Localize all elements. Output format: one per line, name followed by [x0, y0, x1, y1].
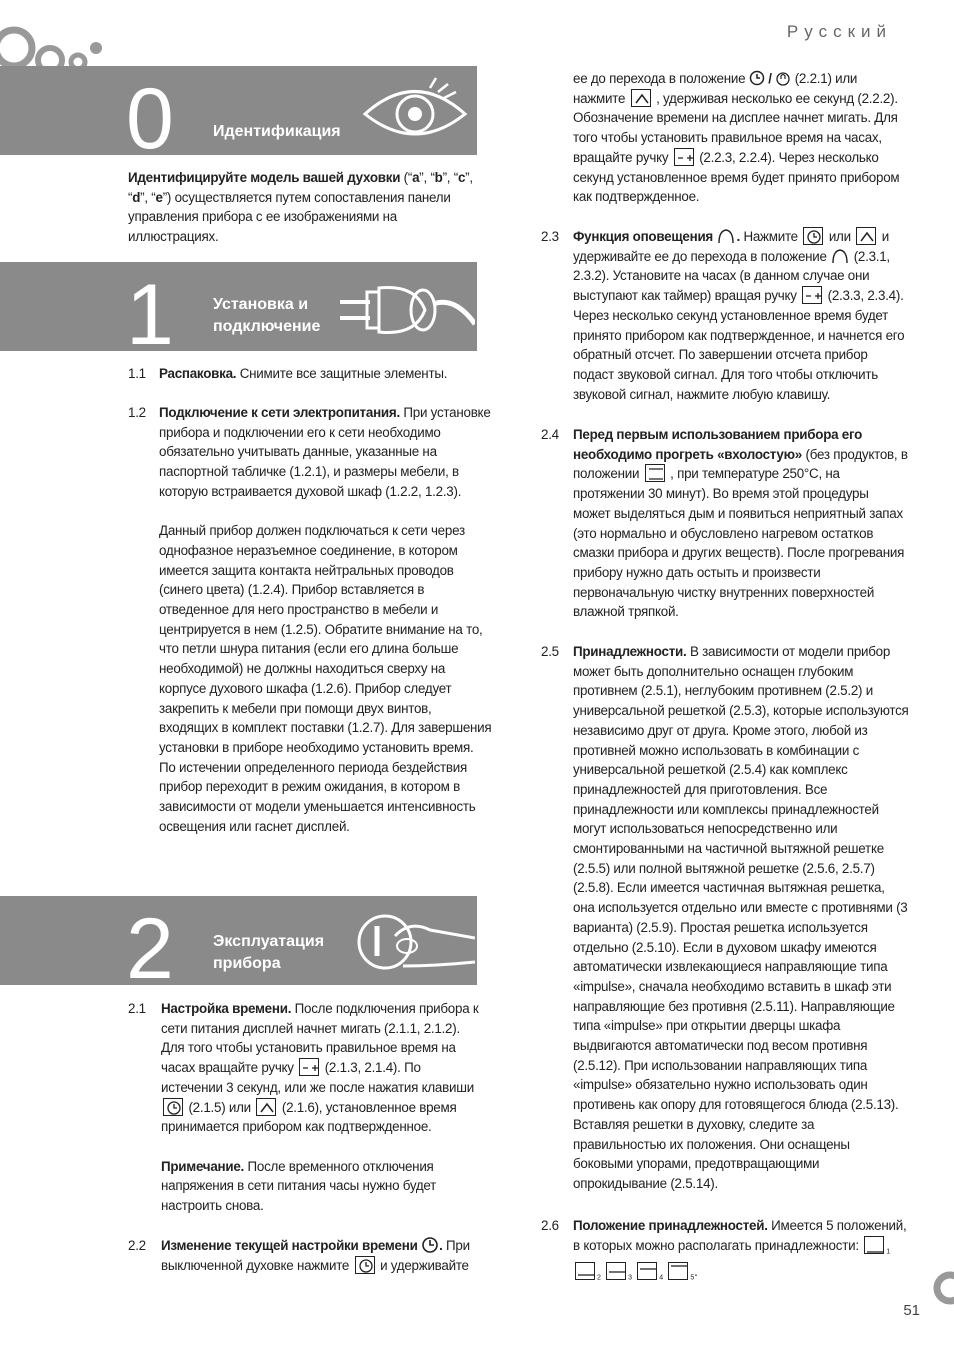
plus-minus-knob-icon	[299, 1058, 319, 1076]
shelf-position-5-icon	[668, 1262, 688, 1280]
section-1-header	[0, 262, 477, 351]
shelf-position-1-icon	[864, 1236, 884, 1254]
shelf-position-3-icon	[606, 1262, 626, 1280]
section-number: 1	[126, 267, 174, 351]
item-2-6: 2.6 Положение принадлежностей. Имеется 5 положений, в которых можно располагать принадлежности: $_1$ $_2$ $_3$ $_4$ $_5$.	[541, 1218, 907, 1282]
shelf-position-2-icon	[575, 1262, 595, 1280]
bell-icon	[830, 247, 850, 265]
up-arrow-icon	[856, 227, 876, 245]
language-label: Русский	[786, 22, 892, 41]
item-2-5: 2.5 Принадлежности. В зависимости от модели прибор может быть дополнительно оснащен глубоким противнем (2.5.1), неглубоким противнем (2.5.2) и универсальной решеткой (2.5.3), которые используются независимо друг от друга. Кроме этого, любой из противней можно использовать в комбинации с универсальной решеткой (2.5.4) как комплекс принадлежностей для приготовления. Все принадлежности или комплексы принадлежностей могут использоваться непосредственно или смонтированными на частичной вытяжной решетке (2.5.5) или полной вытяжной решетке (2.5.6, 2.5.7) (2.5.8). Если имеется частичная вытяжная решетка, она используется отдельно или вместе с противнями (3 варианта) (2.5.9). Простая решетка используется отдельно (2.5.10). Если в духовом шкафу имеются автоматически извлекающиеся направляющие типа «impulse», сначала необходимо вставить в шкаф эти направляющие без противня (2.5.11). Направляющие типа «impulse» при открытии дверцы шкафа выдвигаются автоматически под весом противня (2.5.12). При использовании направляющих типа «impulse» обязательно нужно использовать один противень как опору для готовящегося блюда (2.5.13). Вставляя решетки в духовку, следите за правильностью их положения. Они оснащены боковыми упорами, предотвращающими опрокидывание (2.5.14).	[541, 644, 909, 1191]
page-number: 51	[903, 1302, 920, 1319]
clock-icon	[803, 227, 823, 245]
identification-text: Идентифицируйте модель вашей духовки (“a”, “b”, “c”, “d”, “e”) осуществляется путем сопоставления панели управления прибора с ее изображениями на иллюстрациях.	[128, 170, 473, 245]
section-title: Установка и подключение	[213, 296, 321, 335]
clock-icon	[355, 1256, 375, 1274]
item-2-2: 2.2 Изменение текущей настройки времени . При выключенной духовке нажмите и удерживайте	[128, 1238, 470, 1273]
section-0-header	[0, 66, 477, 155]
clock-icon	[163, 1098, 183, 1116]
plus-minus-knob-icon	[802, 286, 822, 304]
section-number: 2	[126, 901, 174, 985]
top-bottom-heat-icon	[645, 464, 665, 482]
bell-icon	[716, 227, 736, 245]
section-number: 0	[126, 71, 174, 155]
item-2-3: 2.3 Функция оповещения . Нажмите или и удерживайте ее до перехода в положение (2.3.1, 2.3.2). Установите на часах (в данном случае они выступают как таймер) вращая ручку (2.3.3, 2.3.4). Через несколько секунд установленное время будет принято прибором как подтвержденное, и начнется его обратный отсчет. По завершении отсчета прибор подаст звуковой сигнал. Для того чтобы отключить звуковой сигнал, нажмите любую клавишу.	[541, 229, 905, 402]
up-arrow-icon	[631, 89, 651, 107]
up-arrow-icon	[256, 1098, 276, 1116]
item-1-1: 1.1 Распаковка. Снимите все защитные элементы.	[128, 366, 448, 381]
clock-icon	[421, 1236, 439, 1254]
plus-minus-knob-icon	[674, 148, 694, 166]
item-1-2: 1.2 Подключение к сети электропитания. При установке прибора и подключении его к сети необходимо обязательно учитывать данные, указанные на паспортной табличке (1.2.1), и размеры мебели, в которую встраивается духовой шкаф (1.2.2, 1.2.3). Данный прибор должен подключаться к сети через однофазное неразъемное соединение, в котором имеется защита контакта нейтральных проводов (синего цвета) (1.2.4). Прибор вставляется в отведенное для него пространство в мебели и центрируется в нем (1.2.5). Обратите внимание на то, что петли шнура питания (если его длина больше необходимой) не должны находиться сверху на корпусе духового шкафа (1.2.6). Прибор следует закрепить к мебели при помощи двух винтов, входящих в комплект поставки (1.2.7). Для завершения установки в приборе необходимо установить время. По истечении определенного периода бездействия прибор переходит в режим ожидания, в котором в зависимости от модели уменьшается интенсивность освещения или гаснет дисплей.	[128, 405, 492, 834]
finger-button-icon	[355, 906, 475, 981]
lock-icon	[775, 70, 791, 86]
item-2-1: 2.1 Настройка времени. После подключения прибора к сети питания дисплей начнет мигать (2.1.1, 2.1.2). Для того чтобы установить правильное время на часах вращайте ручку (2.1.3, 2.1.4). По истечении 3 секунд, или же после нажатия клавиши (2.1.5) или (2.1.6), установленное время принимается прибором как подтвержденное. Примечание. После временного отключения напряжения в сети питания часы нужно будет настроить снова.	[128, 1001, 479, 1214]
clock-icon	[749, 70, 765, 86]
eye-icon	[360, 74, 470, 149]
item-2-4: 2.4 Перед первым использованием прибора его необходимо прогреть «вхолостую» (без продуктов, в положении , при температуре 250°С, на протяжении 30 минут). Во время этой процедуры может выделяться дым и появиться неприятный запах (это нормально и обусловлено нагревом остатков смазки прибора и других веществ). После прогревания прибору нужно дать остыть и произвести первоначальную чистку внутренних поверхностей влажной тряпкой.	[541, 427, 908, 620]
shelf-position-4-icon	[637, 1262, 657, 1280]
section-2-header	[0, 896, 477, 985]
plug-icon	[335, 274, 475, 344]
section-title: Идентификация	[213, 123, 341, 140]
item-2-2-continued: ее до перехода в положение / (2.2.1) или нажмите , удерживая несколько ее секунд (2.2.2). Обозначение времени на дисплее начнет мигать. Для того чтобы установить правильное время на часах, вращайте ручку (2.2.3, 2.2.4). Через несколько секунд установленное время будет принято прибором как подтвержденное.	[573, 71, 900, 205]
section-title: Эксплуатация прибора	[213, 933, 325, 972]
decorative-circle	[920, 1268, 954, 1308]
